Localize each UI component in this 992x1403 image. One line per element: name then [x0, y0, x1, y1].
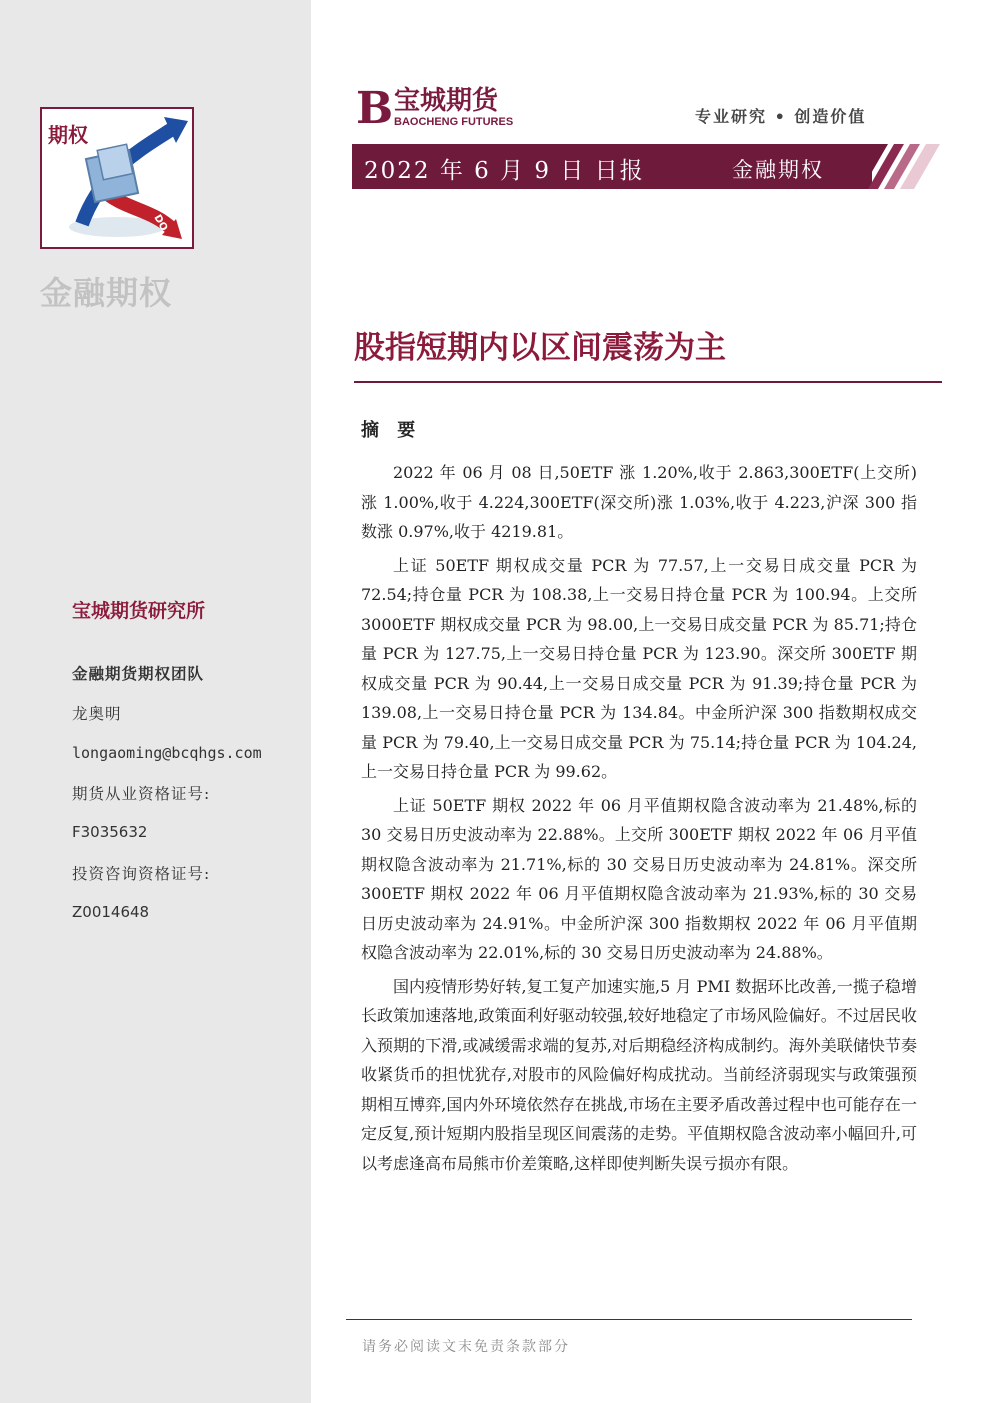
abstract-heading: 摘 要 [361, 420, 422, 441]
analyst-email[interactable]: longaoming@bcqhgs.com [72, 744, 262, 762]
futures-cert-label: 期货从业资格证号: [72, 785, 211, 803]
consult-cert-number: Z0014648 [72, 903, 150, 921]
futures-cert-number: F3035632 [72, 823, 148, 841]
logo-mark-icon: B [356, 83, 394, 134]
cover-label: 期权 [48, 123, 88, 147]
company-logo [356, 83, 526, 134]
abstract-body [361, 458, 917, 1182]
paragraph-outlook: 国内疫情形势好转,复工复产加速实施,5 月 PMI 数据环比改善,一揽子稳增长政策加速落地,政策面利好驱动较强,较好地稳定了市场风险偏好。不过居民收入预期的下滑,或减缓需求端的复苏,对后期稳经济构成制约。海外美联储快节奏收紧货币的担忧犹存,对股市的风险偏好构成扰动。当前经济弱现实与政策强预期相互博弈,国内外环境依然存在挑战,市场在主要矛盾改善过程中也可能存在一定反复,预计短期内股指呈现区间震荡的走势。平值期权隐含波动率小幅回升,可以考虑逢高布局熊市价差策略,这样即使判断失误亏损亦有限。 [361, 976, 917, 1173]
report-date: 2022 年 6 月 9 日 日报 [364, 158, 645, 184]
svg-text:DO: DO [151, 213, 170, 234]
footer-disclaimer: 请务必阅读文末免责条款部分 [362, 1339, 570, 1355]
logo-english-name: BAOCHENG FUTURES [394, 116, 514, 128]
analyst-name: 龙奥明 [72, 705, 122, 723]
institute-name: 宝城期货研究所 [72, 600, 206, 622]
options-cover-image [40, 107, 194, 249]
title-divider [354, 381, 942, 383]
report-title: 股指短期内以区间震荡为主 [354, 330, 726, 366]
sidebar [0, 0, 311, 1403]
banner-stripes-decoration [852, 144, 942, 189]
company-slogan: 专业研究 • 创造价值 [695, 107, 867, 126]
team-name: 金融期货期权团队 [72, 664, 205, 683]
consult-cert-label: 投资咨询资格证号: [72, 865, 211, 883]
report-category: 金融期权 [732, 158, 824, 182]
footer-divider [346, 1319, 912, 1320]
svg-text:UP: UP [139, 159, 160, 181]
paragraph-market-close: 2022 年 06 月 08 日,50ETF 涨 1.20%,收于 2.863,300ETF(上交所)涨 1.00%,收于 4.224,300ETF(深交所)涨 1.03%,收于 4.223,沪深 300 指数涨 0.97%,收于 4219.81。 [361, 463, 917, 541]
logo-chinese-name: 宝城期货 [394, 86, 499, 116]
paragraph-pcr: 上证 50ETF 期权成交量 PCR 为 77.57,上一交易日成交量 PCR 为 72.54;持仓量 PCR 为 108.38,上一交易日持仓量 PCR 为 100.94。上交所 3000ETF 期权成交量 PCR 为 98.00,上一交易日成交量 PCR 为 85.71;持仓量 PCR 为 127.75,上一交易日持仓量 PCR 为 123.90。深交所 300ETF 期权成交量 PCR 为 90.44,上一交易日成交量 PCR 为 91.39;持仓量 PCR 为 139.08,上一交易日持仓量 PCR 为 134.84。中金所沪深 300 指数期权成交量 PCR 为 79.40,上一交易日成交量 PCR 为 75.14;持仓量 PCR 为 104.24,上一交易日持仓量 PCR 为 99.62。 [361, 555, 917, 781]
sidebar-category: 金融期权 [40, 274, 173, 312]
paragraph-volatility: 上证 50ETF 期权 2022 年 06 月平值期权隐含波动率为 21.48%,标的 30 交易日历史波动率为 22.88%。上交所 300ETF 期权 2022 年 06 月平值期权隐含波动率为 21.71%,标的 30 交易日历史波动率为 24.81%。深交所 300ETF 期权 2022 年 06 月平值期权隐含波动率为 21.93%,标的 30 交易日历史波动率为 24.91%。中金所沪深 300 指数期权 2022 年 06 月平值期权隐含波动率为 22.01%,标的 30 交易日历史波动率为 24.88%。 [361, 795, 917, 962]
